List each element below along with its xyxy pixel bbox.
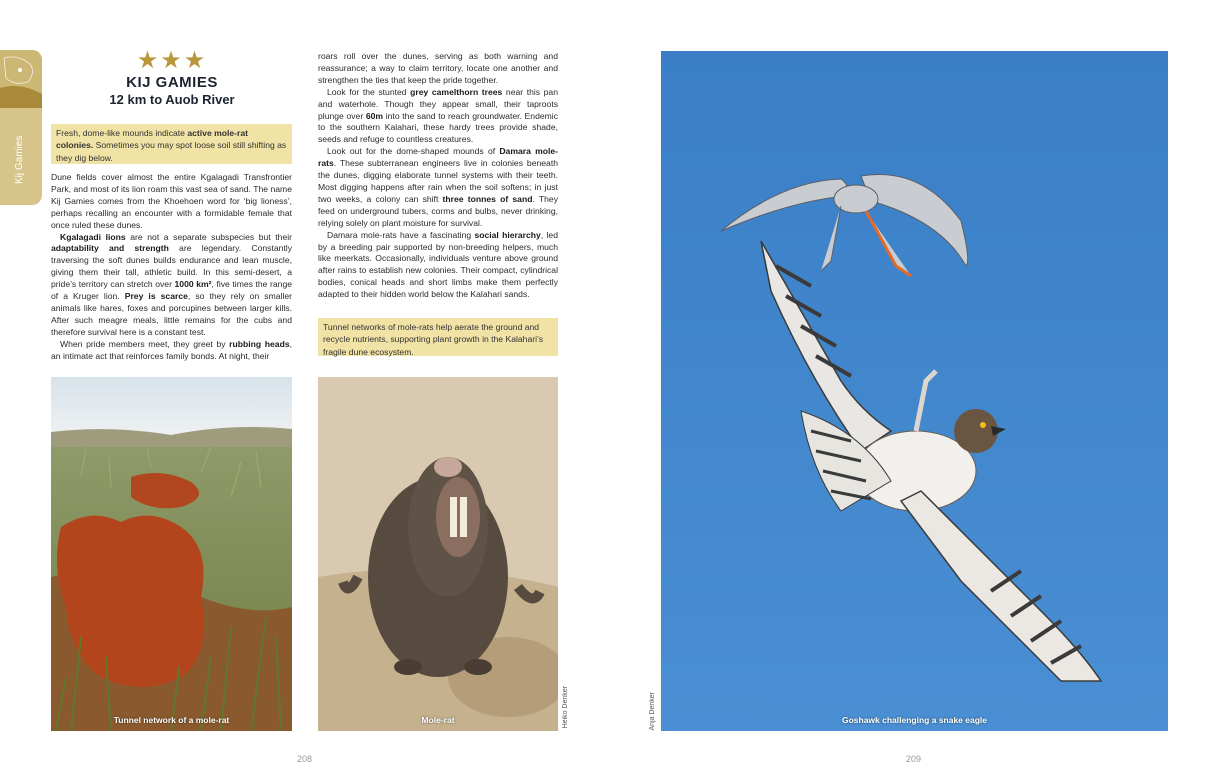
highlight-box-mounds xyxy=(51,124,292,164)
box-text: Sometimes you may spot loose soil still shifting as they dig below. xyxy=(56,140,287,163)
bold-text: 60m xyxy=(365,110,384,121)
bold-text: Prey is scarce xyxy=(124,291,188,302)
bold-text: 1000 km² xyxy=(174,279,212,290)
paragraph xyxy=(51,339,292,363)
text: , five times the range of a Kruger lion. xyxy=(51,279,293,302)
chapter-tab-label: Kij Gamies xyxy=(14,135,25,185)
box-bold: active mole-rat colonies. xyxy=(56,128,249,151)
paragraph xyxy=(318,146,558,229)
text: near this pan and waterhole. Though they appear small, their taproots plunge over xyxy=(318,86,558,121)
paragraph xyxy=(318,230,558,301)
paragraph: Dune fields cover almost the entire Kgalagadi Transfrontier Park, and most of its lion roam this vast sea of sand. The name Kij Gamies comes from the Khoehoen word for ‘big lioness’, perhaps recalling an encounter with a formidable female that once ruled these dunes. xyxy=(51,172,292,230)
text: When pride members meet, they greet by xyxy=(60,338,230,349)
bold-text: Kgalagadi lions xyxy=(60,231,126,242)
box-text: Fresh, dome-like mounds indicate xyxy=(56,128,188,138)
bold-text: Damara mole-rats xyxy=(318,146,558,169)
paragraph: roars roll over the dunes, serving as both warning and reassurance; a way to claim territory, locate one another and strengthen the ties that keep the pride together. xyxy=(318,51,558,85)
text: Look for the stunted xyxy=(327,86,411,97)
page-number-right: 209 xyxy=(906,754,922,764)
photo-goshawk-snake-eagle xyxy=(661,51,1168,731)
bold-text: three tonnes of sand xyxy=(442,193,533,204)
text: are legendary. Constantly traversing the soft dunes builds endurance and lean muscle, giving them their tall, athletic build. In this semi-desert, a pride’s territory can stretch over xyxy=(51,243,292,290)
paragraph xyxy=(318,87,558,147)
rating-stars: ★★★ xyxy=(136,47,208,74)
text: , led by a breeding pair supported by non-breeding helpers, much like meerkats. Occasionally, individuals venture above ground after rains to establish new colonies. Their compact, cylindrical bodies, conical heads and short limbs make them perfectly adapted to their hidden world below the Kalahari sands. xyxy=(318,229,558,300)
location-map-icon xyxy=(0,50,42,108)
page-subtitle: 12 km to Auob River xyxy=(109,92,235,107)
text: , an intimate act that reinforces family bonds. At night, their xyxy=(51,338,292,361)
photo-caption: Goshawk challenging a snake eagle xyxy=(841,715,988,725)
bold-text: social hierarchy xyxy=(474,229,541,240)
bold-text: rubbing heads xyxy=(229,338,290,349)
photo-credit: Anja Denker xyxy=(649,692,656,731)
text: . These subterranean engineers live in colonies beneath the dunes, digging elaborate tunnel systems with their teeth. Most digging happens after rain when the soil softens; in just two weeks, a colony can shift xyxy=(318,158,558,204)
page-number-left: 208 xyxy=(297,754,313,764)
article-column-1 xyxy=(51,172,292,363)
text: . They feed on underground tubers, corms and bulbs, never drinking, relying solely on plant moisture for survival. xyxy=(318,193,559,228)
photo-caption: Mole-rat xyxy=(421,715,455,725)
highlight-box-tunnels: Tunnel networks of mole-rats help aerate the ground and recycle nutrients, supporting plant growth in the Kalahari’s fragile dune ecosystem. xyxy=(318,318,558,356)
photo-caption: Tunnel network of a mole-rat xyxy=(113,715,230,725)
text: are not a separate subspecies but their xyxy=(125,231,292,242)
photo-tunnel-network xyxy=(51,377,292,731)
page-title: KIJ GAMIES xyxy=(126,74,218,91)
bold-text: adaptability and strength xyxy=(51,243,169,254)
photo-credit: Heiko Denker xyxy=(562,686,569,729)
bold-text: grey camelthorn trees xyxy=(410,86,503,97)
article-column-2 xyxy=(318,51,558,301)
paragraph xyxy=(51,232,292,339)
text: into the sand to reach groundwater. Endemic to the southern Kalahari, these hardy trees provide shade, seeds and refuge to countless creatures. xyxy=(318,110,558,145)
photo-mole-rat xyxy=(318,377,558,731)
text: Look out for the dome-shaped mounds of xyxy=(327,146,500,157)
text: , so they rely on smaller animals like hares, foxes and porcupines between larger kills. After such meagre meals, little remains for the cubs and therefore survival here is a constant test. xyxy=(51,291,292,337)
text: Damara mole-rats have a fascinating xyxy=(327,229,475,240)
